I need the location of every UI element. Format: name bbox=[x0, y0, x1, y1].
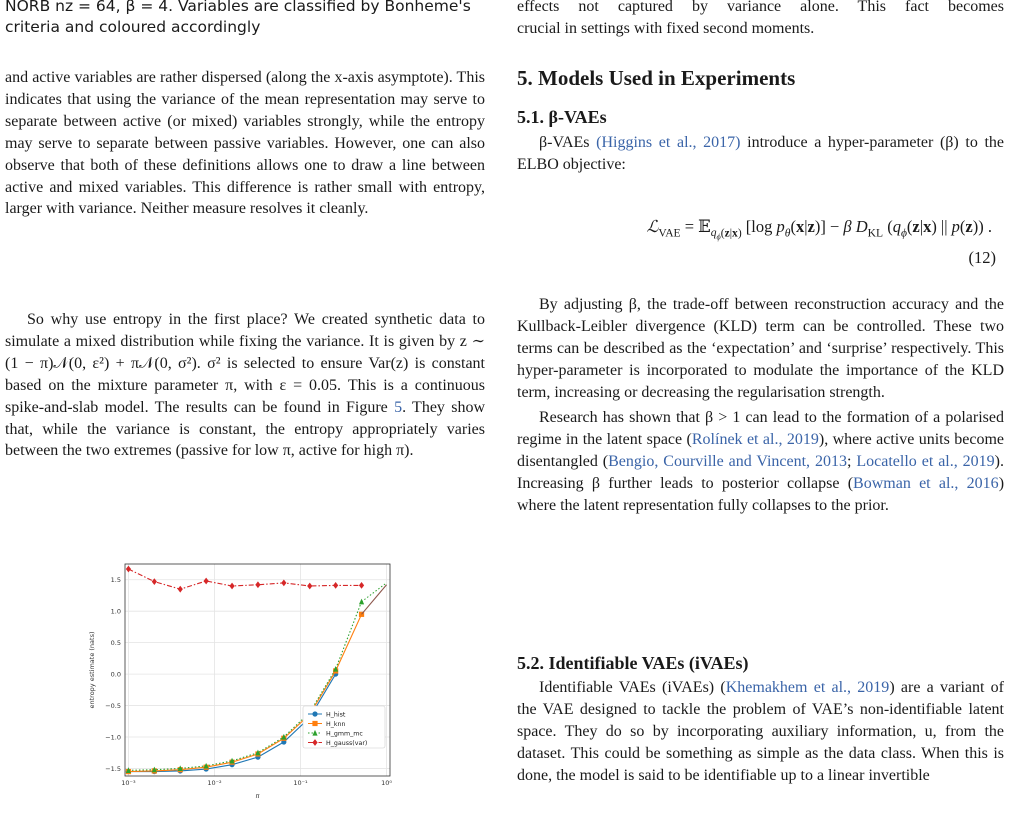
subsection-ivae-title: 5.2. Identifiable VAEs (iVAEs) bbox=[517, 653, 749, 673]
equation-number: (12) bbox=[968, 248, 996, 267]
top-line-2: crucial in settings with fixed second moments. bbox=[517, 19, 815, 37]
analytic-tail-line bbox=[362, 585, 387, 615]
data-point bbox=[178, 586, 183, 593]
paragraph-beta-tradeoff: By adjusting β, the trade-off between reconstruction accuracy and the Kullback-Leibler divergence (KLD) term can be controlled. These two terms can be described as the ‘expectation’ and ‘surprise’ respectively. This hyper-parameter is incorporated to modulate the importance of the KLD term, increasing or decreasing the regularisation strength. bbox=[517, 296, 1004, 401]
data-point bbox=[281, 579, 286, 586]
data-point bbox=[359, 582, 364, 589]
data-point bbox=[229, 583, 234, 590]
citation-locatello[interactable]: Locatello et al., 2019 bbox=[856, 452, 995, 470]
y-tick-label: −0.5 bbox=[105, 702, 121, 711]
y-axis-label: entropy estimate (nats) bbox=[88, 631, 96, 709]
x-tick-label: 10⁰ bbox=[381, 779, 393, 787]
paragraph-entropy-motivation: So why use entropy in the first place? We created synthetic data to simulate a mixed distribution while fixing the variance. It is given by z ∼ (1 − π)𝒩(0, ε²) + π𝒩(0, σ²). σ² is selected to ensure Var(z) is constant based on the mixture parameter π, with ε = 0.05. This is a continuous spike-and-slab model. The results can be found in Figure 5. They show that, while the variance is constant, the entropy appropriately varies between the two extremes (passive for low π, active for high π). bbox=[5, 311, 486, 460]
y-tick-label: 0.5 bbox=[110, 639, 121, 648]
x-tick-label: 10⁻² bbox=[207, 779, 222, 787]
data-point bbox=[152, 578, 157, 585]
figure-5-link[interactable]: 5 bbox=[394, 398, 403, 416]
data-point bbox=[204, 578, 209, 585]
y-tick-label: 1.5 bbox=[110, 576, 121, 585]
series-line bbox=[128, 569, 361, 589]
figure-caption bbox=[5, 0, 485, 38]
legend-label: H_knn bbox=[326, 720, 346, 728]
subsection-beta-vae-title: 5.1. β-VAEs bbox=[517, 107, 607, 127]
y-tick-label: −1.0 bbox=[105, 733, 121, 742]
data-point bbox=[307, 583, 312, 590]
section-title: 5. Models Used in Experiments bbox=[517, 66, 796, 90]
data-point bbox=[333, 582, 338, 589]
citation-bengio[interactable]: Bengio, Courville and Vincent, 2013 bbox=[608, 452, 847, 470]
x-axis-label: π bbox=[255, 792, 260, 800]
equation-12 bbox=[517, 197, 1004, 267]
citation-bowman[interactable]: Bowman et al., 2016 bbox=[853, 474, 999, 492]
paragraph-beta-vae-intro: β-VAEs (Higgins et al., 2017) introduce a hyper-parameter (β) to the ELBO objective: bbox=[517, 134, 1005, 173]
equation-body: ℒ$_{VAE}$ = 𝔼$_{q_\phi(z|x)}$ [log $p_\theta(x|z)] - \beta$ $D_{KL}$ ($q_\phi(z|x)$ || p(z)) . bbox=[646, 217, 992, 242]
legend-label: H_gauss(var) bbox=[326, 739, 368, 747]
caption-line-1: NORB nz = 64, β = 4. Variables are classified by Bonheme's bbox=[5, 0, 471, 15]
x-tick-label: 10⁻³ bbox=[121, 779, 136, 787]
y-tick-label: 1.0 bbox=[110, 607, 121, 616]
x-tick-label: 10⁻¹ bbox=[293, 779, 308, 787]
paragraph-beta-research: Research has shown that β > 1 can lead to the formation of a polarised regime in the latent space (Rolínek et al., 2019), where active units become disentangled (Bengio, Courville and Vincent, 2013; Locatello et al., 2019). Increasing β further leads to posterior collapse (Bowman et al., 2016) where the latent representation fully collapses to the prior. bbox=[517, 409, 1005, 514]
top-line-1: effects not captured by variance alone. This fact becomes bbox=[517, 0, 1004, 15]
entropy-chart bbox=[85, 556, 395, 806]
caption-line-2: criteria and coloured accordingly bbox=[5, 18, 261, 36]
mixture-formula: z ∼ (1 − π)𝒩(0, ε²) + π𝒩(0, σ²). σ² bbox=[5, 332, 485, 372]
citation-rolinek[interactable]: Rolínek et al., 2019 bbox=[691, 430, 819, 448]
legend-label: H_hist bbox=[326, 711, 346, 719]
y-tick-label: 0.0 bbox=[110, 670, 121, 679]
y-tick-label: −1.5 bbox=[105, 764, 121, 773]
legend-label: H_gmm_mc bbox=[326, 730, 363, 738]
citation-higgins[interactable]: (Higgins et al., 2017) bbox=[596, 134, 741, 151]
legend-swatch-marker bbox=[312, 721, 317, 726]
citation-khemakhem[interactable]: Khemakhem et al., 2019 bbox=[725, 679, 890, 696]
data-point bbox=[126, 566, 131, 573]
legend-swatch-marker bbox=[312, 711, 317, 716]
paragraph-dispersion: and active variables are rather dispersed (along the x-axis asymptote). This indicates that using the variance of the mean representation may serve to separate between active (or mixed) variables strongly, while the entropy may serve to separate between passive variables. However, one can also observe that both of these definitions allows one to draw a line between active and mixed variables. This difference is rather small with entropy, larger with variance. Neither measure resolves it cleanly. bbox=[5, 69, 485, 218]
data-point bbox=[255, 581, 260, 588]
paragraph-ivae-intro: Identifiable VAEs (iVAEs) (Khemakhem et al., 2019) are a variant of the VAE designed to tackle the problem of VAE’s non-identifiable latent space. They do so by incorporating auxiliary information, u, from the dataset. This could be something as simple as the data class. When this is done, the model is said to be identifiable up to a linear invertible bbox=[517, 679, 1005, 784]
continued-text bbox=[517, 0, 1004, 40]
